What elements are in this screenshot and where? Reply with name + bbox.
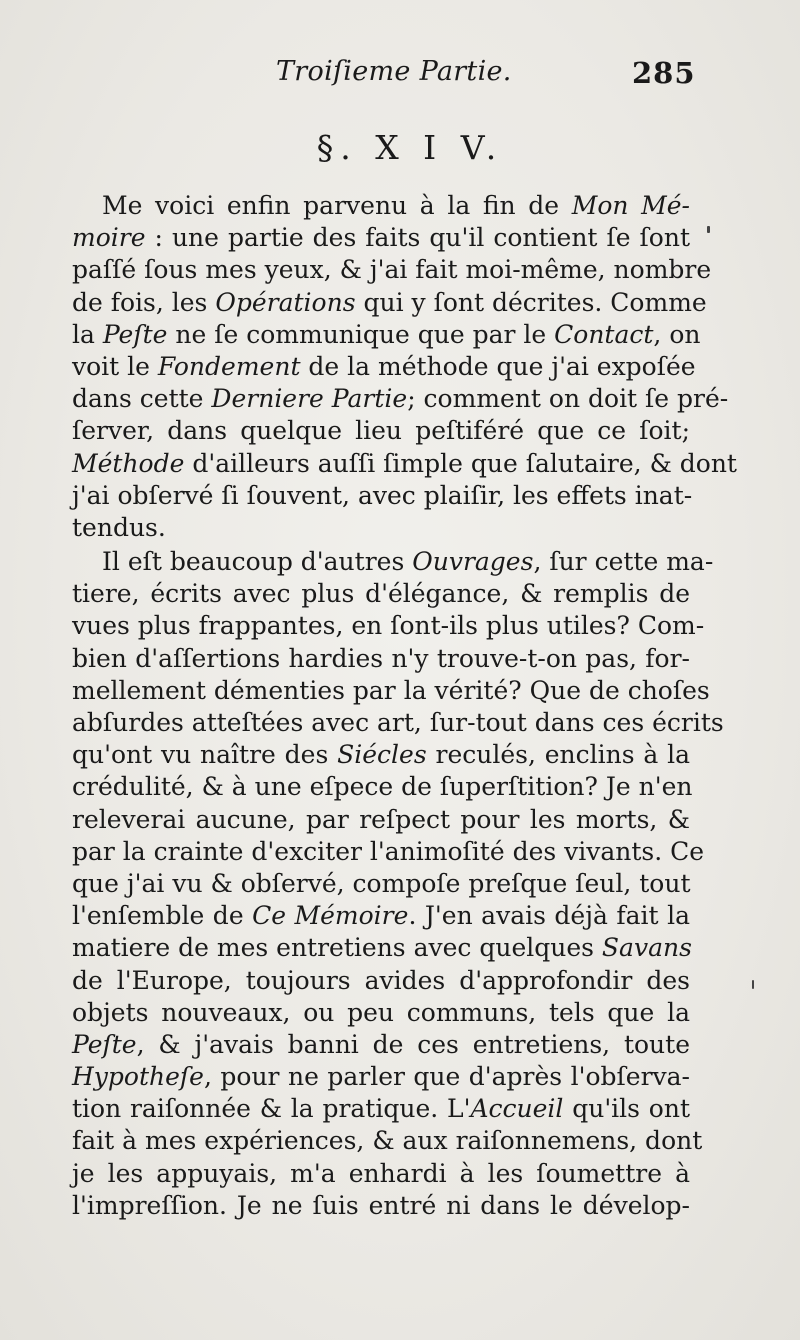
text-line	[72, 546, 714, 578]
paragraph-2	[72, 546, 724, 1222]
italic-text: Opérations	[215, 287, 356, 317]
margin-mark	[752, 980, 754, 989]
text-span: tiere, écrits avec plus d'élégance, & remplis de	[72, 579, 690, 609]
text-span: de la méthode que j'ai expoſée	[300, 351, 696, 381]
text-span: ne ſe communique que par le	[167, 319, 555, 349]
section-heading: §. X I V.	[316, 128, 504, 167]
text-line	[72, 804, 690, 836]
text-span: qu'ont vu naître des	[72, 740, 338, 770]
italic-text: Ce Mémoire	[252, 901, 409, 931]
text-span: de l'Europe, toujours avides d'approfondir des	[72, 965, 690, 995]
text-span: l'enſemble de	[72, 901, 253, 931]
text-line	[72, 932, 690, 964]
text-line	[72, 383, 729, 415]
text-span: . J'en avais déjà fait la	[408, 901, 690, 931]
text-span: dans cette	[72, 384, 212, 414]
italic-text: Hypotheſe	[72, 1062, 204, 1092]
text-line	[72, 351, 696, 383]
text-line	[72, 448, 737, 480]
text-span: ; comment on doit ſe pré-	[407, 384, 729, 414]
text-span: , on	[653, 319, 701, 349]
text-line	[72, 319, 701, 351]
text-span: vues plus frappantes, en ſont-ils plus utiles? Com-	[72, 611, 705, 641]
text-line	[72, 739, 690, 771]
text-line	[72, 707, 724, 739]
paragraph-1	[72, 190, 737, 544]
italic-text: Mon Mé-	[571, 191, 690, 220]
text-span: matiere de mes entretiens avec quelques	[72, 933, 602, 963]
italic-text: moire	[72, 223, 146, 253]
body-text	[72, 190, 737, 1222]
text-span: , ſur cette ma-	[533, 547, 714, 577]
text-line	[72, 868, 690, 900]
page-number: 285	[632, 56, 696, 90]
text-line	[72, 675, 710, 707]
text-line	[72, 222, 690, 254]
text-line	[72, 771, 693, 803]
text-span: fait à mes expériences, & aux raiſonnemens, dont	[72, 1126, 703, 1156]
text-line	[72, 1029, 690, 1061]
text-line	[72, 1190, 690, 1222]
text-span: qu'ils ont	[563, 1094, 690, 1124]
text-line	[72, 512, 690, 544]
text-span: Il eſt beaucoup d'autres	[102, 547, 413, 577]
running-head: Troiſieme Partie.	[276, 56, 512, 87]
italic-text: Derniere Partie	[211, 384, 408, 414]
italic-text: Siécles	[337, 740, 427, 770]
italic-text: Fondement	[157, 351, 301, 381]
text-line	[72, 836, 705, 868]
text-span: abſurdes atteſtées avec art, ſur-tout dans ces écrits	[72, 708, 724, 737]
italic-text: Ouvrages	[412, 547, 534, 577]
text-line	[72, 1158, 690, 1190]
italic-text: Peſte	[72, 1029, 137, 1059]
text-span: l'impreſſion. Je ne ſuis entré ni dans le dévelop-	[72, 1190, 690, 1220]
text-line	[72, 610, 705, 642]
text-line	[72, 254, 712, 286]
text-span: que j'ai vu & obſervé, compoſe preſque ſeul, tout	[72, 868, 691, 898]
text-line	[72, 578, 690, 610]
text-line	[72, 1125, 703, 1157]
text-span: bien d'aſſertions hardies n'y trouve-t-on pas, for-	[72, 643, 690, 673]
text-span: tendus.	[72, 512, 166, 542]
text-span: tion raiſonnée & la pratique. L'	[72, 1094, 471, 1124]
text-line	[72, 415, 690, 447]
text-span: releverai aucune, par reſpect pour les morts, &	[72, 804, 690, 834]
text-span: Me voici enfin parvenu à la fin de	[102, 191, 572, 220]
text-line	[72, 900, 690, 932]
italic-text: Contact	[554, 319, 654, 349]
italic-text: Savans	[601, 933, 692, 963]
text-span: crédulité, & à une eſpece de ſuperſtition? Je n'en	[72, 772, 693, 802]
text-span: voit le	[72, 351, 158, 381]
text-line	[72, 190, 690, 222]
text-span: la	[72, 319, 103, 349]
italic-text: Accueil	[470, 1094, 564, 1124]
text-span: qui y ſont décrites. Comme	[355, 287, 707, 317]
text-span: , & j'avais banni de ces entretiens, toute	[136, 1029, 690, 1059]
text-span: par la crainte d'exciter l'animoſité des vivants. Ce	[72, 836, 705, 866]
text-span: , pour ne parler que d'après l'obſerva-	[203, 1062, 690, 1092]
text-span: objets nouveaux, ou peu communs, tels que la	[72, 997, 690, 1027]
page-header	[0, 52, 800, 92]
text-line	[72, 1061, 690, 1093]
text-span: de fois, les	[72, 287, 216, 317]
text-span: mellement démenties par la vérité? Que de choſes	[72, 675, 710, 705]
text-span: je les appuyais, m'a enhardi à les ſoumettre à	[72, 1158, 690, 1188]
text-span: j'ai obſervé ſi ſouvent, avec plaiſir, les effets inat-	[72, 480, 693, 510]
text-span: d'ailleurs auſſi ſimple que ſalutaire, & dont	[184, 448, 737, 478]
text-line	[72, 965, 690, 997]
margin-mark	[707, 226, 710, 233]
italic-text: Peſte	[102, 319, 168, 349]
text-line	[72, 997, 690, 1029]
text-line	[72, 480, 693, 512]
text-line	[72, 287, 707, 319]
text-span: : une partie des faits qu'il contient ſe ſont	[145, 223, 690, 253]
text-line	[72, 1093, 690, 1125]
text-span: ſerver, dans quelque lieu peſtiféré que ce ſoit;	[72, 416, 690, 446]
text-line	[72, 643, 690, 675]
text-span: paſſé ſous mes yeux, & j'ai fait moi-même, nombre	[72, 255, 712, 285]
italic-text: Méthode	[72, 448, 185, 478]
text-span: reculés, enclins à la	[426, 740, 691, 770]
